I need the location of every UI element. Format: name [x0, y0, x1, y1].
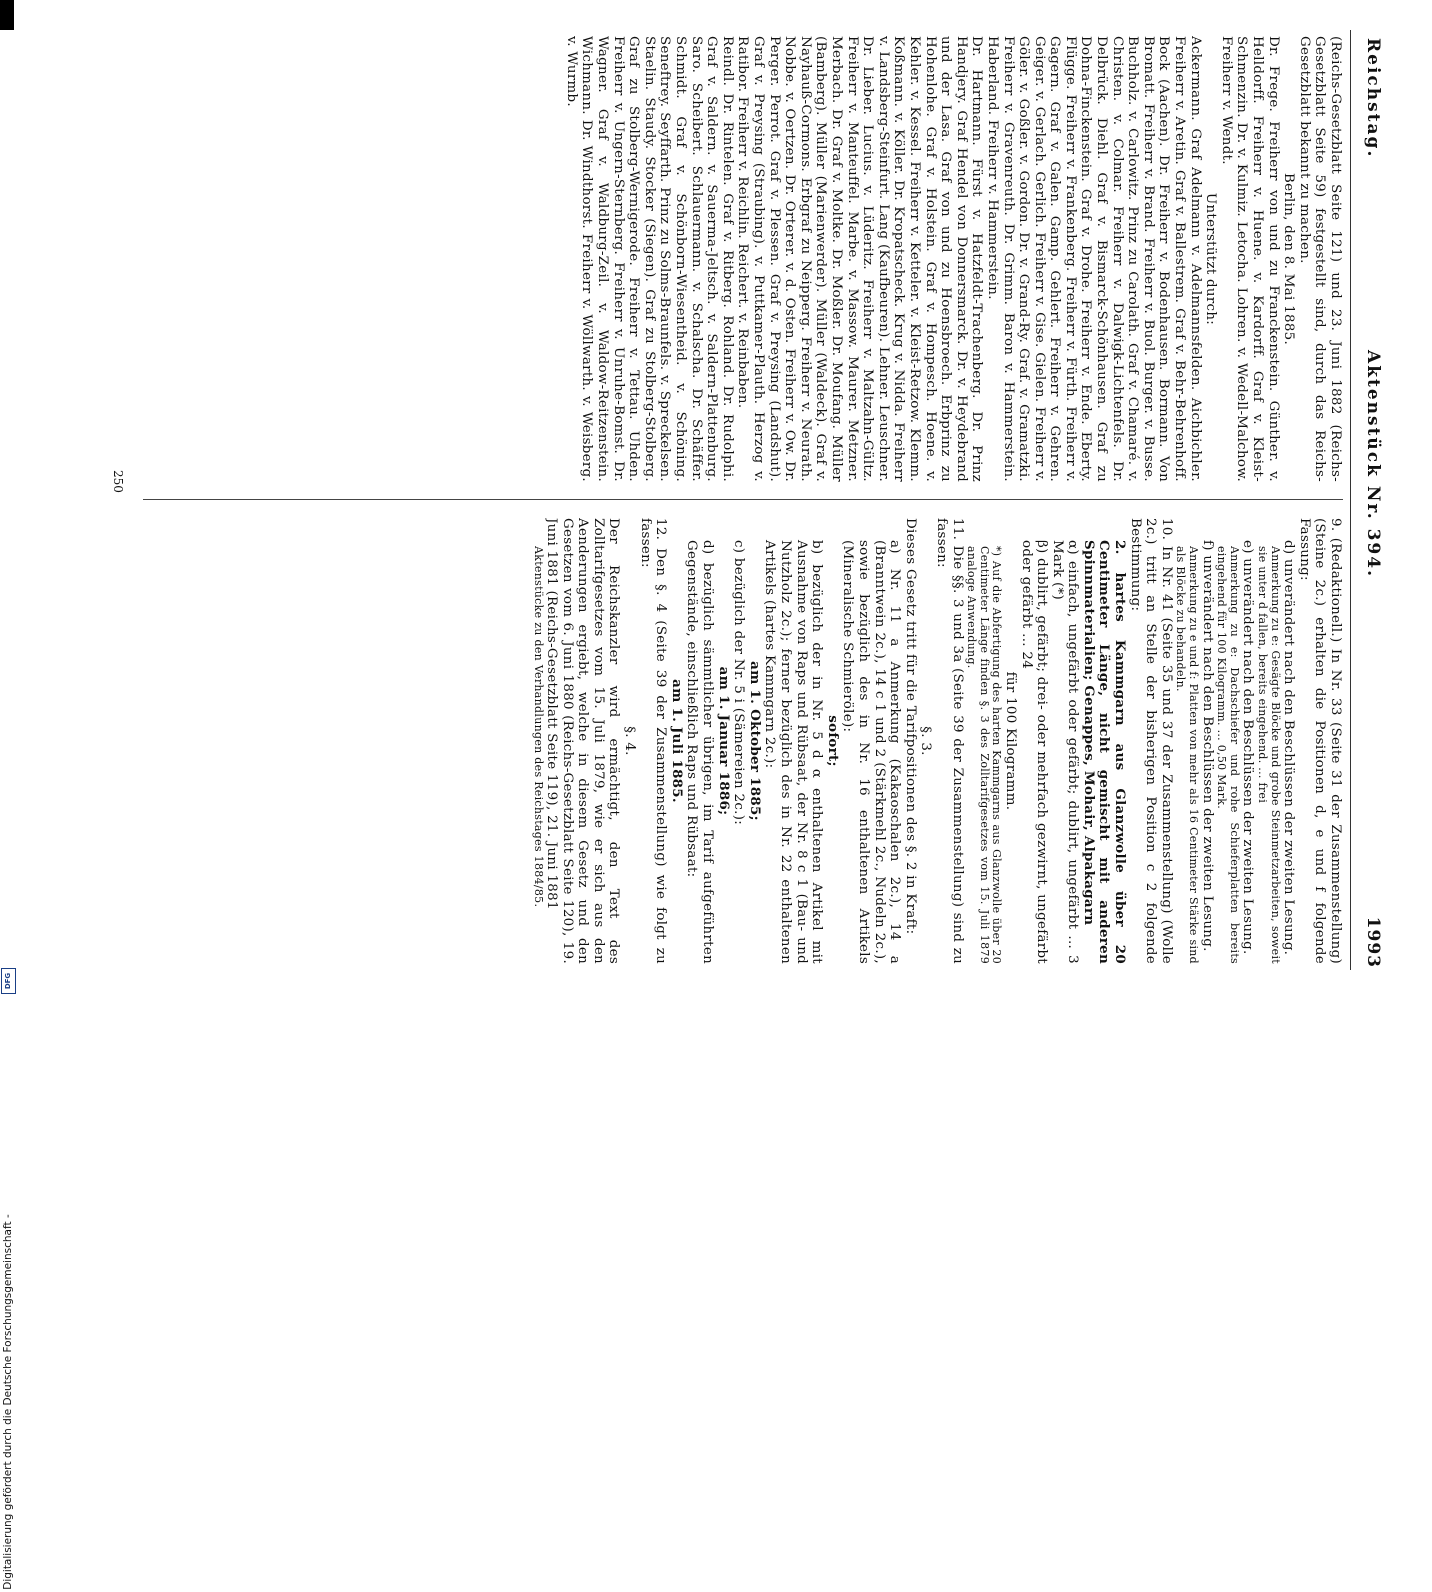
text-block: Aktenstücke zu den Verhandlungen des Reichstages 1884/85.: [531, 546, 545, 908]
right-column: [123, 518, 1343, 964]
text-block: für 100 Kilogramm.: [1002, 671, 1018, 811]
text-block: Berlin, den 8. Mai 1885.: [1281, 172, 1297, 346]
text-block: e) unverändert nach den Beschlüssen der zweiten Lesung.: [1240, 540, 1256, 955]
text-block: am 1. Juli 1885.: [668, 679, 685, 803]
text-block: 2. hartes Kammgarn aus Glanzwolle über 20 Centimeter Länge, nicht gemischt mit anderen Spinnmaterialien; Genappes, Mohair, Alpakagarn: [1080, 540, 1129, 964]
header-page-number: 1993: [1363, 916, 1383, 968]
text-block: 11. Die §§. 3 und 3a (Seite 39 der Zusammenstellung) sind zu fassen:: [933, 518, 965, 964]
header-center: Aktenstück Nr. 394.: [1363, 350, 1383, 579]
text-block: 12. Den §. 4 (Seite 39 der Zusammenstellung) wie folgt zu fassen:: [637, 518, 669, 964]
text-block: Dieses Gesetz tritt für die Tarifpositionen des §. 2 in Kraft:: [902, 518, 918, 935]
digitization-strip: [0, 608, 16, 1590]
dfg-logo-text: DFG: [4, 972, 13, 990]
text-block: 10. In Nr. 41 (Seite 35 und 37 der Zusammenstellung) (Wolle 2c.) tritt an Stelle der bisherigen Position c 2 folgende Bestimmung:: [1127, 518, 1174, 964]
digitization-note: Digitalisierung gefördert durch die Deutsche Forschungsgemeinschaft -: [2, 1214, 14, 1590]
text-block: sofort;: [824, 715, 841, 767]
text-block: (Reichs-Gesetzblatt Seite 121) und 23. Juni 1882 (Reichs-Gesetzblatt Seite 59) festgestellt sind, durch das Reichs-Gesetzblatt bekannt zu machen.: [1296, 36, 1343, 482]
text-block: c) bezüglich der Nr. 5 i (Sämereien 2c.):: [731, 540, 747, 826]
text-block: a) Nr. 11 a Anmerkung (Kakaoschalen 2c.), 14 a (Branntwein 2c.), 14 c 1 und 2 (Stärkmehl 2c., Nudeln 2c.), sowie bezüglich des in Nr. 16 enthaltenen Artikels (Mineralische Schmieröle):: [840, 540, 903, 964]
scan-corner-mark: [0, 0, 14, 30]
footer-page-number: 250: [111, 470, 125, 493]
text-block: b) bezüglich der in Nr. 5 d α enthaltenen Artikel mit Ausnahme von Raps und Rübsaat, der Nr. 8 c 1 (Bau- und Nutzholz 2c.); ferner bezüglich des in Nr. 22 enthaltenen Artikels (hartes Kammgarn 2c.):: [762, 540, 825, 964]
text-block: α) einfach, ungefärbt oder gefärbt; dublirt, ungefärbt ... 3 Mark (*): [1049, 540, 1081, 964]
text-block: am 1. Januar 1886;: [715, 666, 732, 816]
header-left: Reichstag.: [1363, 38, 1383, 159]
text-block: β) dublirt, gefärbt; drei- oder mehrfach gezwirnt, ungefärbt oder gefärbt ... 24: [1018, 540, 1050, 964]
text-block: *) Auf die Abfertigung des harten Kammgarns aus Glanzwolle über 20 Centimeter Länge finden §. 3 des Zolltarifgesetzes vom 15. Juli 1879 analoge Anwendung.: [965, 546, 1004, 964]
text-block: Der Reichskanzler wird ermächtigt, den Text des Zolltarifgesetzes vom 15. Juli 1879, wie er sich aus den Aenderungen ergiebt, welche in diesem Gesetz und den Gesetzen vom 6. Juni 1880 (Reichs-Gesetzblatt Seite 120), 19. Juni 1881 (Reichs-Gesetzblatt Seite 119), 21. Juni 1881: [544, 518, 622, 964]
text-block: Anmerkung zu e und f: Platten von mehr als 16 Centimeter Stärke sind als Blöcke zu behandeln.: [1174, 546, 1201, 964]
text-block: am 1. Oktober 1885;: [746, 661, 763, 821]
text-block: Dr. Hartmann. Fürst v. Hatzfeldt-Trachenberg. Dr. Prinz Handjery. Graf Hendel von Donnersmarck. Dr. v. Heydebrand und der Lasa. Graf von und zu Hoensbroech. Erbprinz zu Hohenlohe. Graf v. Holstein. Graf v. Hompesch. Hoene. v. Kehler. v. Kessel. Freiherr v. Ketteler. v. Kleist-Retzow. Klemm. Koßmann. v. Köller. Dr. Kropatscheck. Krug v. Nidda. Freiherr v. Landsberg-Steinfurt. Lang (Kaufbeuren). Lehner. Leuschner. Dr. Lieber. Lucius. v. Lüderitz. Freiherr v. Maltzahn-Gültz. Freiherr v. Manteuffel. Marbe. v. Massow. Maurer. Metzner. Merbach. Dr. Graf v. Moltke. Dr. Moßler. Dr. Moufang. Müller (Bamberg). Müller (Marienwerder). Müller (Waldeck). Graf v. Nayhauß-Cormons. Erbgraf zu Neipperg. Freiherr v. Neurath. Nobbe. v. Oertzen. Dr. Orterer. v. d. Osten. Freiherr v. Ow. Dr. Perger. Perrot. Graf v. Plessen. Graf v. Preysing (Landshut). Graf v. Preysing (Straubing). v. Puttkamer-Plauth. Herzog v. Ratibor. Freiherr v. Reichlin. Reichert. v. Reinbaben.: [735, 36, 985, 482]
text-block: d) unverändert nach den Beschlüssen der zweiten Lesung.: [1281, 540, 1297, 956]
page-header: [1353, 20, 1387, 980]
rotated-page-content: [87, 20, 1387, 980]
text-block: 9. (Redaktionell.) In Nr. 33 (Seite 31 der Zusammenstellung) (Steine 2c.) erhalten die Positionen d, e und f folgende Fassung:: [1296, 518, 1343, 964]
dfg-logo-icon: [1, 968, 16, 994]
text-block: Ackermann. Graf Adelmann v. Adelmannsfelden. Aichbichler. Freiherr v. Aretin. Graf v. Ballestrem. Graf v. Behr-Behrenhoff. Bock (Aachen). Dr. Freiherr v. Bodenhausen. Bormann. Von Bromatt. Freiherr v. Brand. Freiherr v. Buol. Burger. v. Busse. Buchholz. v. Carlowitz. Prinz zu Carolath. Graf v. Chamaré. v. Christen. v. Colmar. Freiherr v. Dalwigk-Lichtenfels. Dr. Delbrück. Diehl. Graf v. Bismarck-Schönhausen. Graf zu Dohna-Finckenstein. Graf v. Drohe. Freiherr v. Ende. Eberty. Flügge. Freiherr v. Frankenberg. Freiherr v. Fürth. Freiherr v. Gagern. Graf v. Galen. Gamp. Gehlert. Freiherr v. Gehren. Geiger. v. Gerlach. Gerlich. Freiherr v. Gise. Gielen. Freiherr v. Göler. v. Goßler. v. Gordon. Dr. v. Grand-Ry. Graf. v. Gramatzki. Freiherr v. Gravenreuth. Dr. Grimm. Baron v. Hammerstein. Haberland. Freiherr v. Hammerstein.: [984, 36, 1203, 482]
text-block: Anmerkung zu e: Gesägte Blöcke und grobe Steinmetzarbeiten, soweit sie unter d fallen, bereits eingehend. ... frei: [1256, 546, 1282, 964]
column-divider: [143, 499, 1343, 500]
text-block: f) unverändert nach den Beschlüssen der zweiten Lesung.: [1199, 540, 1215, 952]
text-block: §. 3.: [918, 726, 934, 756]
text-block: Dr. Frege. Freiherr von und zu Franckenstein. Günther. v. Helldorff. Freiherr v. Huene. v. Kardorff. Graf v. Kleist-Schmenzin. Dr. v. Kulmiz. Letocha. Lohren. v. Wedell-Malchow. Freiherr v. Wendt.: [1218, 36, 1281, 482]
text-block: d) bezüglich sämmtlicher übrigen, im Tarif aufgeführten Gegenstände, einschließlich Raps und Rübsaat:: [684, 540, 716, 964]
text-block: Reindl. Dr. Rintelen. Graf v. Ritberg. Rohland. Dr. Rudolphi. Graf v. Saldern. v. Sauerma-Jeltsch. v. Saldern-Plattenburg. Saro. Scheibert. Schlauermann. v. Schalscha. Dr. Schäffer. Schmidt. Graf v. Schönborn-Wiesentheid. v. Schöning. Seneftrey. Seyffarth. Prinz zu Solms-Braunfels. v. Spreckelsen. Staelin. Staudy. Stocker (Siegen). Graf zu Stolberg-Stolberg. Graf zu Stolberg-Wernigerode. Freiherr v. Tettau. Uhden. Freiherr v. Ungern-Sternberg. Freiherr v. Unruhe-Bomst. Dr. Wagner. Graf v. Waldburg-Zeil. v. Waldow-Reitzenstein. Wichmann. Dr. Windthorst. Freiherr v. Wöllwarth. v. Weisberg. v. Wurmb.: [563, 36, 735, 482]
text-block: Unterstützt durch:: [1203, 192, 1219, 326]
header-rule: [1350, 30, 1351, 970]
text-block: §. 4.: [622, 726, 638, 756]
document-page: [82, 0, 1392, 1000]
left-column: [123, 36, 1343, 482]
text-block: Anmerkung zu e: Dachschiefer und rohe Schieferplatten bereits eingehend für 100 Kilogramm. ... 0,50 Mark.: [1215, 546, 1241, 964]
